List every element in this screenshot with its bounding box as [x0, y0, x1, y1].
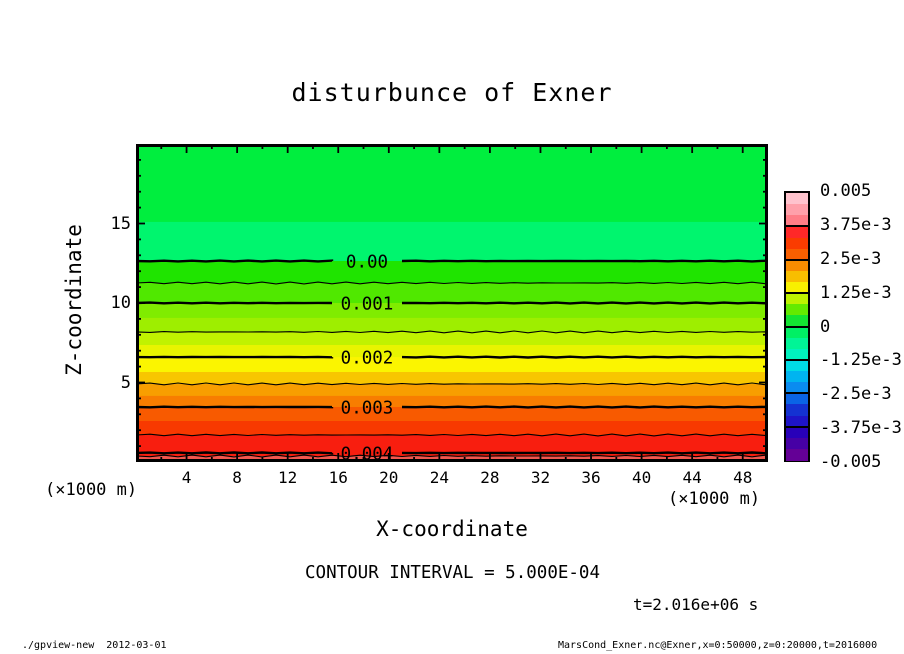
x-tick-label: 28	[480, 468, 500, 487]
colorbar-division-line	[786, 326, 808, 328]
x-tick-label: 44	[682, 468, 702, 487]
colorbar-tick-label: 0.005	[820, 181, 872, 201]
tone-band	[136, 144, 768, 223]
colorbar-tick-label: 0	[820, 316, 831, 337]
colorbar-tick-label: 3.75e-3	[820, 214, 892, 235]
y-axis-label: Z-coordinate	[62, 224, 86, 376]
tone-band	[136, 222, 768, 262]
x-unit-left: (×1000 m)	[45, 480, 138, 500]
colorbar-division-line	[786, 259, 808, 261]
x-tick-label: 36	[581, 468, 601, 487]
colorbar-cell	[786, 371, 808, 383]
tone-band	[136, 407, 768, 422]
colorbar-division-line	[786, 225, 808, 227]
x-tick-label: 48	[733, 468, 753, 487]
contour-line	[402, 453, 768, 454]
x-tick-label: 32	[530, 468, 551, 487]
y-tick-label: 5	[120, 372, 131, 393]
colorbar-cell	[786, 404, 808, 416]
colorbar-division-line	[786, 292, 808, 294]
colorbar-cell	[786, 238, 808, 250]
x-axis-label: X-coordinate	[376, 517, 528, 541]
plot-area	[136, 144, 768, 462]
contour-line	[402, 407, 768, 408]
colorbar-tick-label: -3.75e-3	[820, 418, 902, 439]
x-tick-label: 4	[181, 468, 192, 487]
x-tick-label: 24	[429, 468, 449, 487]
colorbar-cell	[786, 260, 808, 272]
colorbar-cell	[786, 327, 808, 339]
colorbar-cell	[786, 193, 808, 205]
colorbar-division-line	[786, 392, 808, 394]
contour-plot	[136, 144, 768, 462]
y-tick-label: 15	[110, 213, 131, 234]
x-tick-label: 16	[328, 468, 348, 487]
contour-line	[402, 303, 768, 304]
tone-band	[136, 261, 768, 284]
colorbar-cell	[786, 393, 808, 405]
contour-line	[136, 453, 332, 454]
footer-command: ./gpview-new 2012-03-01	[22, 640, 167, 651]
colorbar-tick-label: 1.25e-3	[820, 282, 892, 303]
colorbar-division-line	[786, 426, 808, 428]
contour-line	[402, 261, 768, 262]
colorbar-cell	[786, 304, 808, 316]
colorbar-cell	[786, 293, 808, 305]
contour-line	[136, 261, 332, 262]
x-tick-label: 8	[232, 468, 242, 487]
colorbar-tick-label: 2.5e-3	[820, 248, 882, 269]
contour-label: 0.002	[340, 348, 394, 369]
chart-title: disturbunce of Exner	[291, 78, 613, 107]
colorbar-cell	[786, 204, 808, 216]
tone-band	[136, 372, 768, 385]
tone-band	[136, 421, 768, 436]
y-tick-label: 10	[110, 293, 131, 313]
x-tick-label: 12	[278, 468, 298, 487]
colorbar-cell	[786, 360, 808, 372]
colorbar	[784, 191, 810, 462]
contour-label: 0.00	[345, 252, 389, 273]
x-tick-label: 20	[379, 468, 399, 487]
tone-band	[136, 345, 768, 358]
tone-band	[136, 318, 768, 333]
colorbar-tick-label: -0.005	[820, 452, 882, 472]
contour-line	[402, 357, 768, 358]
contour-label: 0.004	[340, 444, 394, 462]
tone-band	[136, 357, 768, 373]
time-annotation: t=2.016e+06 s	[633, 595, 759, 614]
colorbar-cell	[786, 271, 808, 283]
colorbar-division-line	[786, 359, 808, 361]
footer-file-info: MarsCond_Exner.nc@Exner,x=0:50000,z=0:20000,t=2016000	[558, 640, 878, 651]
colorbar-cell	[786, 338, 808, 350]
tone-band	[136, 332, 768, 346]
colorbar-tick-label: -2.5e-3	[820, 384, 892, 405]
contour-interval-note: CONTOUR INTERVAL = 5.000E-04	[305, 563, 601, 583]
colorbar-cell	[786, 438, 808, 450]
tone-band	[136, 303, 768, 319]
colorbar-tick-label: -1.25e-3	[820, 350, 902, 371]
tone-band	[136, 283, 768, 304]
x-unit-right: (×1000 m)	[668, 489, 761, 509]
tone-band	[136, 384, 768, 396]
colorbar-cell	[786, 449, 808, 461]
colorbar-cell	[786, 226, 808, 238]
contour-label: 0.001	[340, 294, 394, 315]
contour-line	[136, 407, 332, 408]
contour-line	[136, 303, 332, 304]
contour-label: 0.003	[340, 398, 394, 419]
colorbar-cell	[786, 427, 808, 439]
x-tick-label: 40	[631, 468, 652, 487]
